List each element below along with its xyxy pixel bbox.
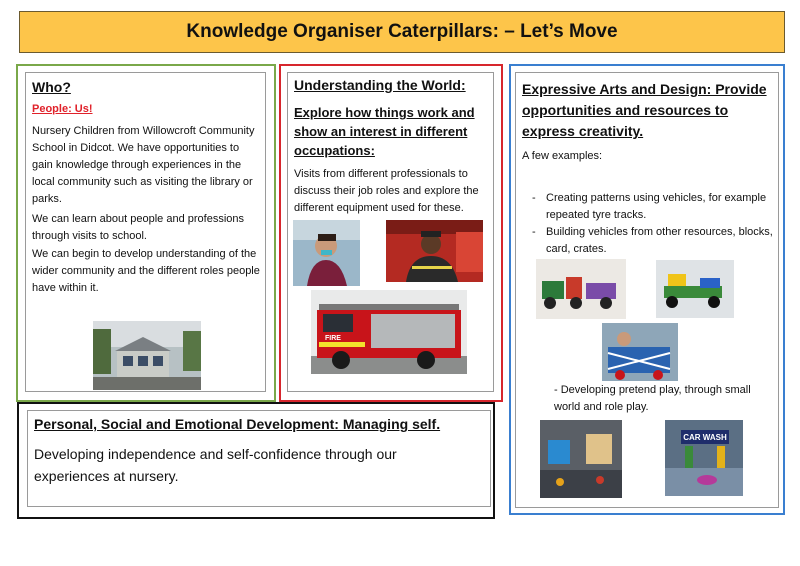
utw-panel [287,72,494,392]
who-paragraph-1: Nursery Children from Willowcroft Community School in Didcot. We have opportunities to gain knowledge through experiences in the local community such as visiting the library or parks. [32,125,255,205]
utw-subheading: Explore how things work and show an interest in different occupations: [294,105,475,158]
fire-engine-photo [311,290,467,374]
who-panel [25,72,266,392]
lego-vehicle-photo [656,260,734,318]
who-paragraph-3: We can begin to develop understanding of the wider community and the different roles people have within it. [32,248,260,294]
ead-pretend-play: - Developing pretend play, through small world and role play. [554,384,751,413]
ead-bullet-item: - Creating patterns using vehicles, for example repeated tyre tracks. [522,190,778,224]
small-world-play-photo [540,420,622,498]
ead-panel [515,72,779,508]
psed-heading: Personal, Social and Emotional Development: Managing self. [34,416,441,432]
nurse-photo [293,220,360,286]
title-banner [19,11,785,53]
who-heading: Who? [32,79,71,95]
crate-vehicle-photo [602,323,678,381]
ead-heading: Expressive Arts and Design: Provide opportunities and resources to express creativity. [522,81,767,139]
psed-body: Developing independence and self-confidence through our experiences at nursery. [34,446,397,484]
who-paragraph-2: We can learn about people and professions through visits to school. [32,213,244,242]
firefighter-photo [386,220,483,282]
ead-intro: A few examples: [522,150,603,162]
who-subheading: People: Us! [32,103,93,115]
ead-bullet-list [522,190,778,258]
page-title: Knowledge Organiser Caterpillars: – Let’s Move [186,21,618,42]
car-wash-role-play-photo [665,420,743,496]
car-wash-sign: CAR WASH [683,433,727,442]
ead-bullet-item: - Building vehicles from other resources, blocks, card, crates. [522,224,778,258]
fire-engine-label: FIRE [325,335,341,342]
school-building-photo [93,321,201,390]
psed-panel [27,410,491,507]
utw-heading: Understanding the World: [294,77,466,93]
block-vehicles-photo [536,259,626,319]
utw-paragraph: Visits from different professionals to discuss their job roles and explore the different equipment used for these. [294,168,479,214]
